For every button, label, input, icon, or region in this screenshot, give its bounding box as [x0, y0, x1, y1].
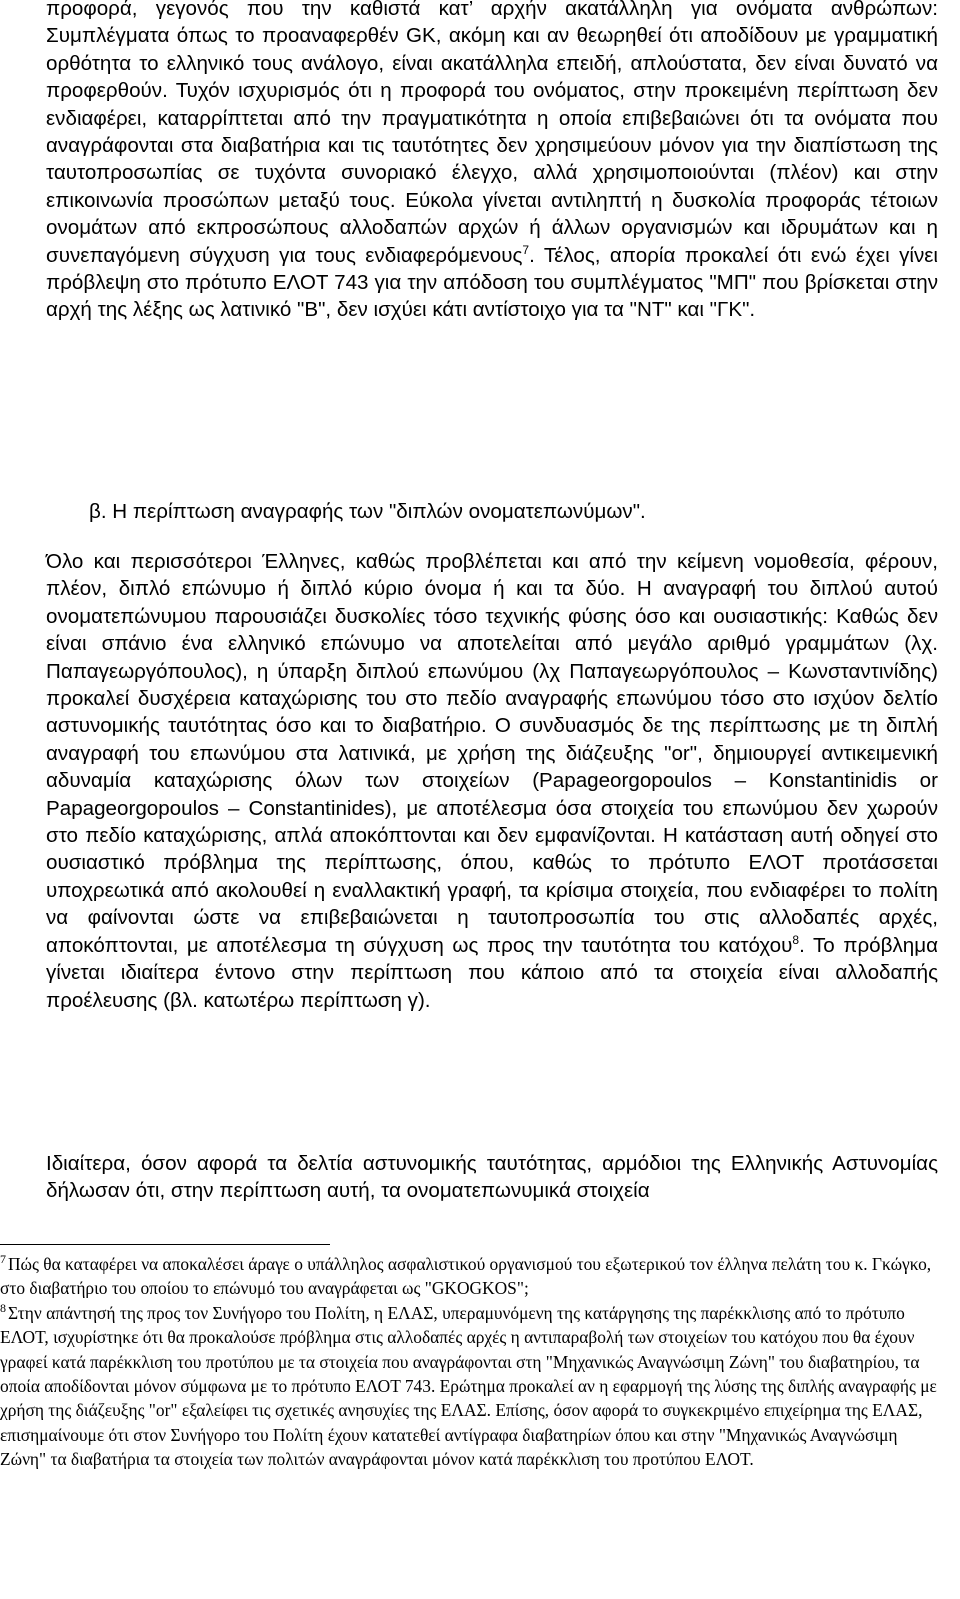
footnote-mark: 7	[0, 1252, 6, 1267]
footnote-ref-7[interactable]: 7	[522, 242, 530, 257]
footnotes	[0, 1252, 938, 1472]
footnote-text: Στην απάντησή της προς τον Συνήγορο του Πολίτη, η ΕΛΑΣ, υπεραμυνόμενη της κατάργησης της παρέκκλισης από το πρότυπο ΕΛΟΤ, ισχυρίστηκε ότι θα προκαλούσε πρόβλημα στις αλλοδαπές αρχές η αντιπαραβολή των στοιχείων του κατόχου που θα έχουν γραφεί κατά παρέκκλιση του προτύπου με τα στοιχεία που αναγράφονται στη "Μηχανικώς Αναγνώσιμη Ζώνη" του διαβατηρίου, τα οποία αποδίδονται μόνον σύμφωνα με το πρότυπο ΕΛΟΤ 743. Ερώτημα προκαλεί αν η εφαρμογή της λύσης της διπλής αναγραφής με χρήση της διάζευξης "or" εξαλείφει τις σχετικές ανησυχίες της ΕΛΑΣ. Επίσης, όσον αφορά το συγκεκριμένο επιχείρημα της ΕΛΑΣ, επισημαίνουμε ότι στον Συνήγορο του Πολίτη έχουν κατατεθεί αντίγραφα διαβατηρίων όπου και στην "Μηχανικώς Αναγνώσιμη Ζώνη" τα διαβατήρια τα στοιχεία των πολιτών αναγράφονται μόνον κατά παρέκκλιση του προτύπου ΕΛΟΤ.	[0, 1302, 937, 1470]
footnote-8	[0, 1301, 938, 1472]
footnote-text: Πώς θα καταφέρει να αποκαλέσει άραγε ο υπάλληλος ασφαλιστικού οργανισμού του εξωτερικού τον έλληνα πελάτη του κ. Γκώγκο, στο διαβατήριο του οποίου το επώνυμό του αναγράφεται ως "GKOGKOS";	[0, 1254, 932, 1299]
paragraph-pronunciation	[46, 0, 938, 324]
paragraph-double-names	[46, 548, 938, 1014]
paragraph-police-id: Ιδιαίτερα, όσον αφορά τα δελτία αστυνομικής ταυτότητας, αρμόδιοι της Ελληνικής Αστυνομίας δήλωσαν ότι, στην περίπτωση αυτή, τα ονοματεπωνυμικά στοιχεία	[46, 1152, 938, 1203]
footnote-mark: 8	[0, 1301, 6, 1316]
footnote-7	[0, 1252, 938, 1301]
paragraph-text: Όλο και περισσότεροι Έλληνες, καθώς προβλέπεται και από την κείμενη νομοθεσία, φέρουν, πλέον, διπλό επώνυμο ή διπλό κύριο όνομα ή και τα δύο. Η αναγραφή του διπλού αυτού ονοματεπώνυμου παρουσιάζει δυσκολίες τόσο τεχνικής φύσης όσο και ουσιαστικής: Καθώς δεν είναι σπάνιο ένα ελληνικό επώνυμο να αποτελείται από μεγάλο αριθμό γραμμάτων (λχ. Παπαγεωργόπουλος), η ύπαρξη διπλού επωνύμου (λχ Παπαγεωργόπουλος – Κωνσταντινίδης) προκαλεί δυσχέρεια καταχώρισης του στο πεδίο αναγραφής επωνύμου τόσο στο ισχύον δελτίο αστυνομικής ταυτότητας όσο και το διαβατήριο. Ο συνδυασμός δε της περίπτωσης με τη διπλή αναγραφή του επωνύμου στα λατινικά, με χρήση της διάζευξης "or", δημιουργεί αντικειμενική αδυναμία καταχώρισης όλων των στοιχείων (Papageorgopoulos – Konstantinidis or Papageorgopoulos – Constantinides), με αποτέλεσμα όσα στοιχεία του επωνύμου δεν χωρούν στο πεδίο καταχώρισης, απλά αποκόπτονται και δεν εμφανίζονται. Η κατάσταση αυτή οδηγεί στο ουσιαστικό πρόβλημα της περίπτωσης, όπου, καθώς το πρότυπο ΕΛΟΤ προτάσσεται υποχρεωτικά από ακολουθεί η εναλλακτική γραφή, τα κρίσιμα στοιχεία, που ενδιαφέρει το πολίτη να φαίνονται ώστε να επιβεβαιώνεται η ταυτοπροσωπία του στις αλλοδαπές αρχές, αποκόπτονται, με αποτέλεσμα τη σύγχυση ως προς την ταυτότητα του κατόχου	[46, 550, 938, 957]
footnote-separator	[0, 1244, 330, 1245]
paragraph-text: . Τέλος, απορία προκαλεί ότι ενώ έχει γίνει πρόβλεψη στο πρότυπο ΕΛΟΤ 743 για την απόδοση του συμπλέγματος "ΜΠ" που βρίσκεται στην αρχή της λέξης ως λατινικό "B", δεν ισχύει κάτι αντίστοιχο για τα "ΝΤ" και "ΓΚ".	[46, 243, 938, 322]
paragraph-text: . Το πρόβλημα γίνεται ιδιαίτερα έντονο στην περίπτωση που κάποιο από τα στοιχεία είναι αλλοδαπής προέλευσης (βλ. κατωτέρω περίπτωση γ).	[46, 933, 939, 1012]
section-heading: β. Η περίπτωση αναγραφής των "διπλών ονοματεπωνύμων".	[89, 500, 646, 523]
footnote-ref-8[interactable]: 8	[792, 932, 800, 947]
paragraph-text: προφορά, γεγονός που την καθιστά κατ’ αρχήν ακατάλληλη για ονόματα ανθρώπων: Συμπλέγματα όπως το προαναφερθέν GK, ακόμη και αν θεωρηθεί ότι αποδίδουν με γραμματική ορθότητα το ελληνικό τους ανάλογο, είναι ακατάλληλα επειδή, απλούστατα, δεν είναι δυνατό να προφερθούν. Τυχόν ισχυρισμός ότι η προφορά του ονόματος, στην προκειμένη περίπτωση δεν ενδιαφέρει, καταρρίπτεται από την πραγματικότητα η οποία επιβεβαιώνει ότι τα ονόματα που αναγράφονται στα διαβατήρια και τις ταυτότητες δεν χρησιμεύουν μόνον για την διαπίστωση της ταυτοπροσωπίας σε τυχόντα συνοριακό έλεγχο, αλλά χρησιμοποιούνται (πλέον) και στην επικοινωνία προσώπων μεταξύ τους. Εύκολα γίνεται αντιληπτή η δυσκολία προφοράς τέτοιων ονομάτων από εκπροσώπους αλλοδαπών αρχών ή άλλων οργανισμών και ιδρυμάτων και η συνεπαγόμενη σύγχυση για τους ενδιαφερόμενους	[46, 0, 938, 267]
